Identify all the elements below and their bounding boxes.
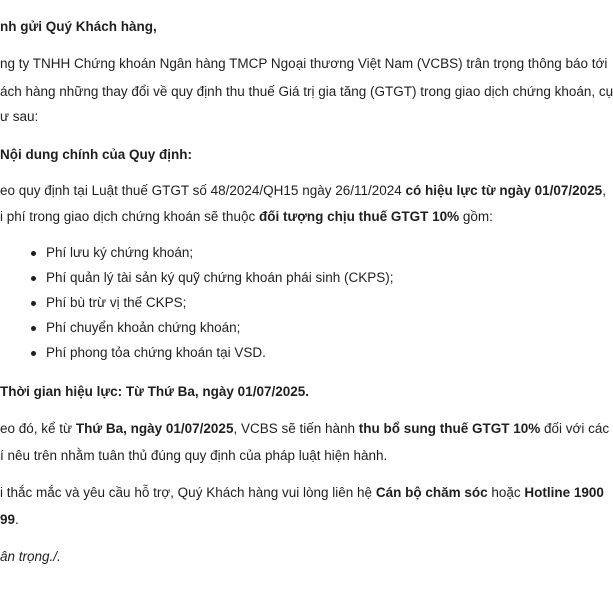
- contact-line-2: [0, 511, 19, 529]
- bullet-icon: [31, 301, 36, 306]
- section-1-line-2-text: i phí trong giao dịch chứng khoán sẽ thuộc: [0, 209, 259, 224]
- fee-label: Phí chuyển khoản chứng khoán;: [46, 320, 241, 335]
- section-2-line-1: [0, 420, 609, 438]
- contact-line-1-text: i thắc mắc và yêu cầu hỗ trợ, Quý Khách hàng vui lòng liên hệ: [0, 485, 376, 500]
- section-2-line-1-mid: , VCBS sẽ tiến hành: [233, 421, 359, 436]
- intro-line-1: ng ty TNHH Chứng khoán Ngân hàng TMCP Ngoại thương Việt Nam (VCBS) trân trọng thông báo tới: [0, 56, 608, 71]
- bullet-icon: [31, 276, 36, 281]
- section-1-heading: Nội dung chính của Quy định:: [0, 147, 192, 162]
- closing: ân trọng./.: [0, 549, 61, 564]
- care-staff-emphasis: Cán bộ chăm sóc: [375, 485, 488, 500]
- section-2-heading: Thời gian hiệu lực: Từ Thứ Ba, ngày 01/07/2025.: [0, 384, 310, 399]
- section-2-line-1-tail: đối với các: [540, 421, 610, 436]
- bullet-icon: [31, 351, 36, 356]
- hotline-number-tail: 99: [0, 512, 16, 527]
- vat-collection-emphasis: thu bổ sung thuế GTGT 10%: [358, 421, 541, 436]
- section-1-line-1-tail: ,: [602, 183, 606, 198]
- start-date-emphasis: Thứ Ba, ngày 01/07/2025: [75, 421, 234, 436]
- contact-line-1-mid: hoặc: [487, 485, 525, 500]
- bullet-icon: [31, 326, 36, 331]
- section-1-line-1: [0, 182, 606, 200]
- intro-line-2: ách hàng những thay đổi về quy định thu thuế Giá trị gia tăng (GTGT) trong giao dịch chứng khoán, cụ: [0, 84, 613, 99]
- contact-line-2-tail: .: [15, 512, 19, 527]
- section-1-line-2: [0, 208, 493, 226]
- greeting: nh gửi Quý Khách hàng,: [0, 19, 157, 34]
- fee-label: Phí quản lý tài sản ký quỹ chứng khoán phái sinh (CKPS);: [46, 270, 394, 285]
- hotline-emphasis: Hotline 1900: [524, 485, 604, 500]
- section-2-line-1-text: eo đó, kể từ: [0, 421, 76, 436]
- section-2-line-2: í nêu trên nhằm tuân thủ đúng quy định của pháp luật hiện hành.: [0, 448, 388, 463]
- intro-line-3: ư sau:: [0, 109, 39, 124]
- section-1-line-1-text: eo quy định tại Luật thuế GTGT số 48/2024/QH15 ngày 26/11/2024: [0, 183, 406, 198]
- bullet-icon: [31, 251, 36, 256]
- fee-label: Phí phong tỏa chứng khoán tại VSD.: [46, 345, 266, 360]
- section-1-line-2-tail: gồm:: [459, 209, 493, 224]
- tax-subject-emphasis: đối tượng chịu thuế GTGT 10%: [258, 209, 460, 224]
- contact-line-1: [0, 484, 604, 502]
- fee-label: Phí lưu ký chứng khoán;: [46, 245, 194, 260]
- fee-label: Phí bù trừ vị thế CKPS;: [46, 295, 187, 310]
- effective-date-emphasis: có hiệu lực từ ngày 01/07/2025: [405, 183, 603, 198]
